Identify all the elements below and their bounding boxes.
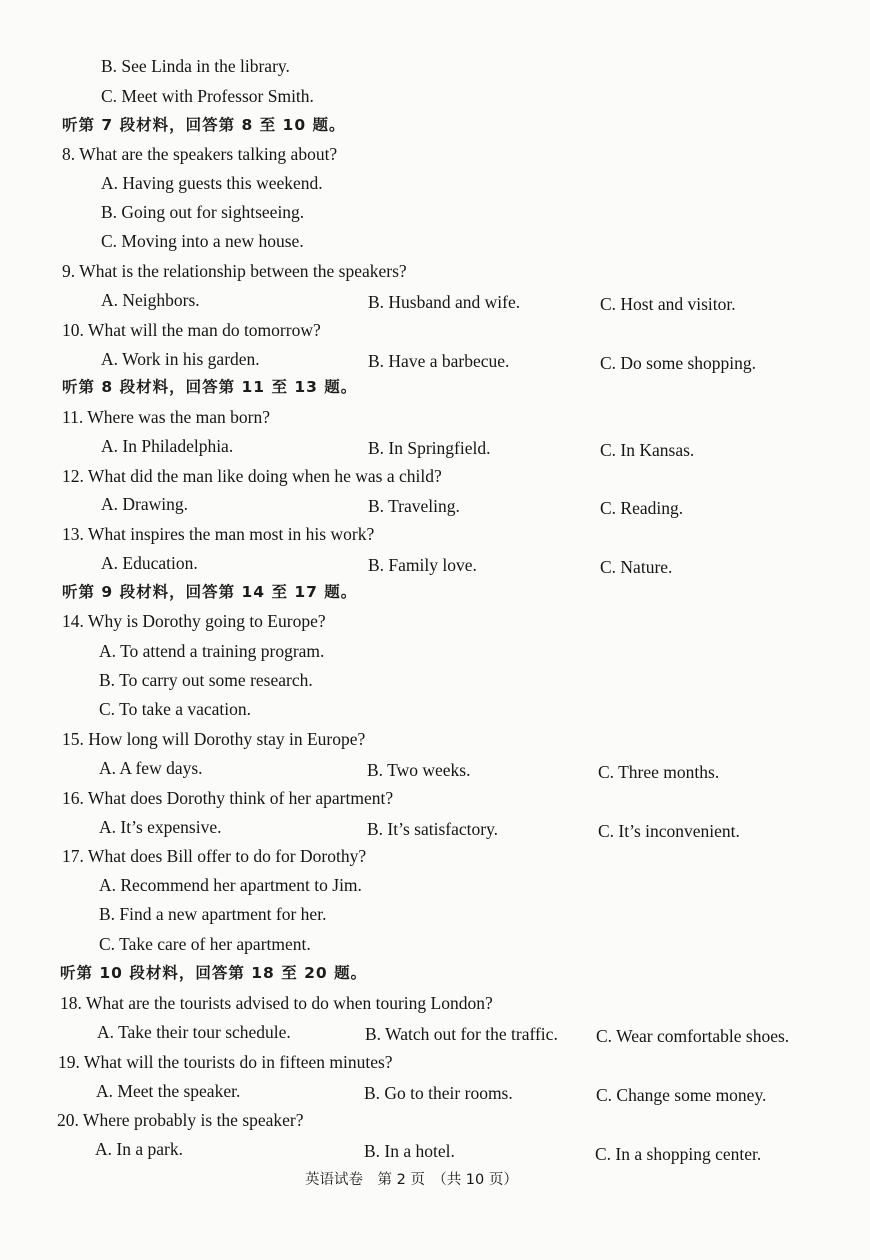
question: 17. What does Bill offer to do for Dorothy?	[62, 846, 367, 866]
question: 12. What did the man like doing when he was a child?	[62, 466, 442, 486]
option: B. Have a barbecue.	[368, 351, 510, 371]
question: 16. What does Dorothy think of her apartment?	[62, 788, 394, 808]
option: C. In a shopping center.	[595, 1144, 762, 1164]
option: B. Watch out for the traffic.	[365, 1024, 558, 1044]
section-heading: 听第 8 段材料，回答第 11 至 13 题。	[62, 378, 358, 396]
option: A. Education.	[101, 553, 198, 573]
option: C. Host and visitor.	[600, 294, 736, 314]
question: 18. What are the tourists advised to do when touring London?	[60, 993, 493, 1013]
option: C. In Kansas.	[600, 440, 695, 460]
page-footer: 英语试卷 第 2 页 （共 10 页）	[305, 1172, 518, 1188]
option: B. Family love.	[368, 555, 477, 575]
question: 15. How long will Dorothy stay in Europe?	[62, 729, 366, 749]
option: C. It’s inconvenient.	[598, 821, 740, 841]
option: A. A few days.	[99, 758, 203, 778]
option: C. Three months.	[598, 762, 720, 782]
option: C. Do some shopping.	[600, 353, 757, 373]
option: C. To take a vacation.	[99, 699, 252, 719]
option: B. It’s satisfactory.	[367, 819, 499, 839]
option: C. Meet with Professor Smith.	[101, 86, 314, 106]
question: 14. Why is Dorothy going to Europe?	[62, 611, 326, 631]
question: 19. What will the tourists do in fifteen minutes?	[58, 1052, 393, 1072]
option: A. Meet the speaker.	[96, 1081, 241, 1101]
option: C. Reading.	[600, 498, 684, 518]
option: B. In Springfield.	[368, 438, 491, 458]
section-heading: 听第 7 段材料，回答第 8 至 10 题。	[62, 116, 346, 134]
question: 11. Where was the man born?	[62, 407, 270, 427]
option: B. Two weeks.	[367, 760, 471, 780]
section-heading: 听第 9 段材料，回答第 14 至 17 题。	[62, 583, 358, 601]
option: B. Husband and wife.	[368, 292, 521, 312]
option: A. In a park.	[95, 1139, 183, 1159]
option: A. It’s expensive.	[99, 817, 222, 837]
option: A. Take their tour schedule.	[97, 1022, 291, 1042]
option: A. To attend a training program.	[99, 641, 325, 661]
option: B. Go to their rooms.	[364, 1083, 513, 1103]
option: B. To carry out some research.	[99, 670, 313, 690]
option: C. Change some money.	[596, 1085, 767, 1105]
question: 13. What inspires the man most in his work?	[62, 524, 375, 544]
option: C. Wear comfortable shoes.	[596, 1026, 790, 1046]
option: A. Drawing.	[101, 494, 188, 514]
question: 8. What are the speakers talking about?	[62, 144, 338, 164]
option: C. Take care of her apartment.	[99, 934, 311, 954]
option: A. Neighbors.	[101, 290, 200, 310]
option: A. Recommend her apartment to Jim.	[99, 875, 362, 895]
option: C. Moving into a new house.	[101, 231, 304, 251]
option: A. Having guests this weekend.	[101, 173, 323, 193]
section-heading: 听第 10 段材料，回答第 18 至 20 题。	[60, 964, 368, 982]
question: 9. What is the relationship between the speakers?	[62, 261, 407, 281]
option: B. Traveling.	[368, 496, 460, 516]
option: A. In Philadelphia.	[101, 436, 234, 456]
option: A. Work in his garden.	[101, 349, 260, 369]
question: 20. Where probably is the speaker?	[57, 1110, 304, 1130]
question: 10. What will the man do tomorrow?	[62, 320, 321, 340]
option: C. Nature.	[600, 557, 673, 577]
option: B. Going out for sightseeing.	[101, 202, 305, 222]
option: B. In a hotel.	[364, 1141, 455, 1161]
option: B. Find a new apartment for her.	[99, 904, 327, 924]
option: B. See Linda in the library.	[101, 56, 290, 76]
